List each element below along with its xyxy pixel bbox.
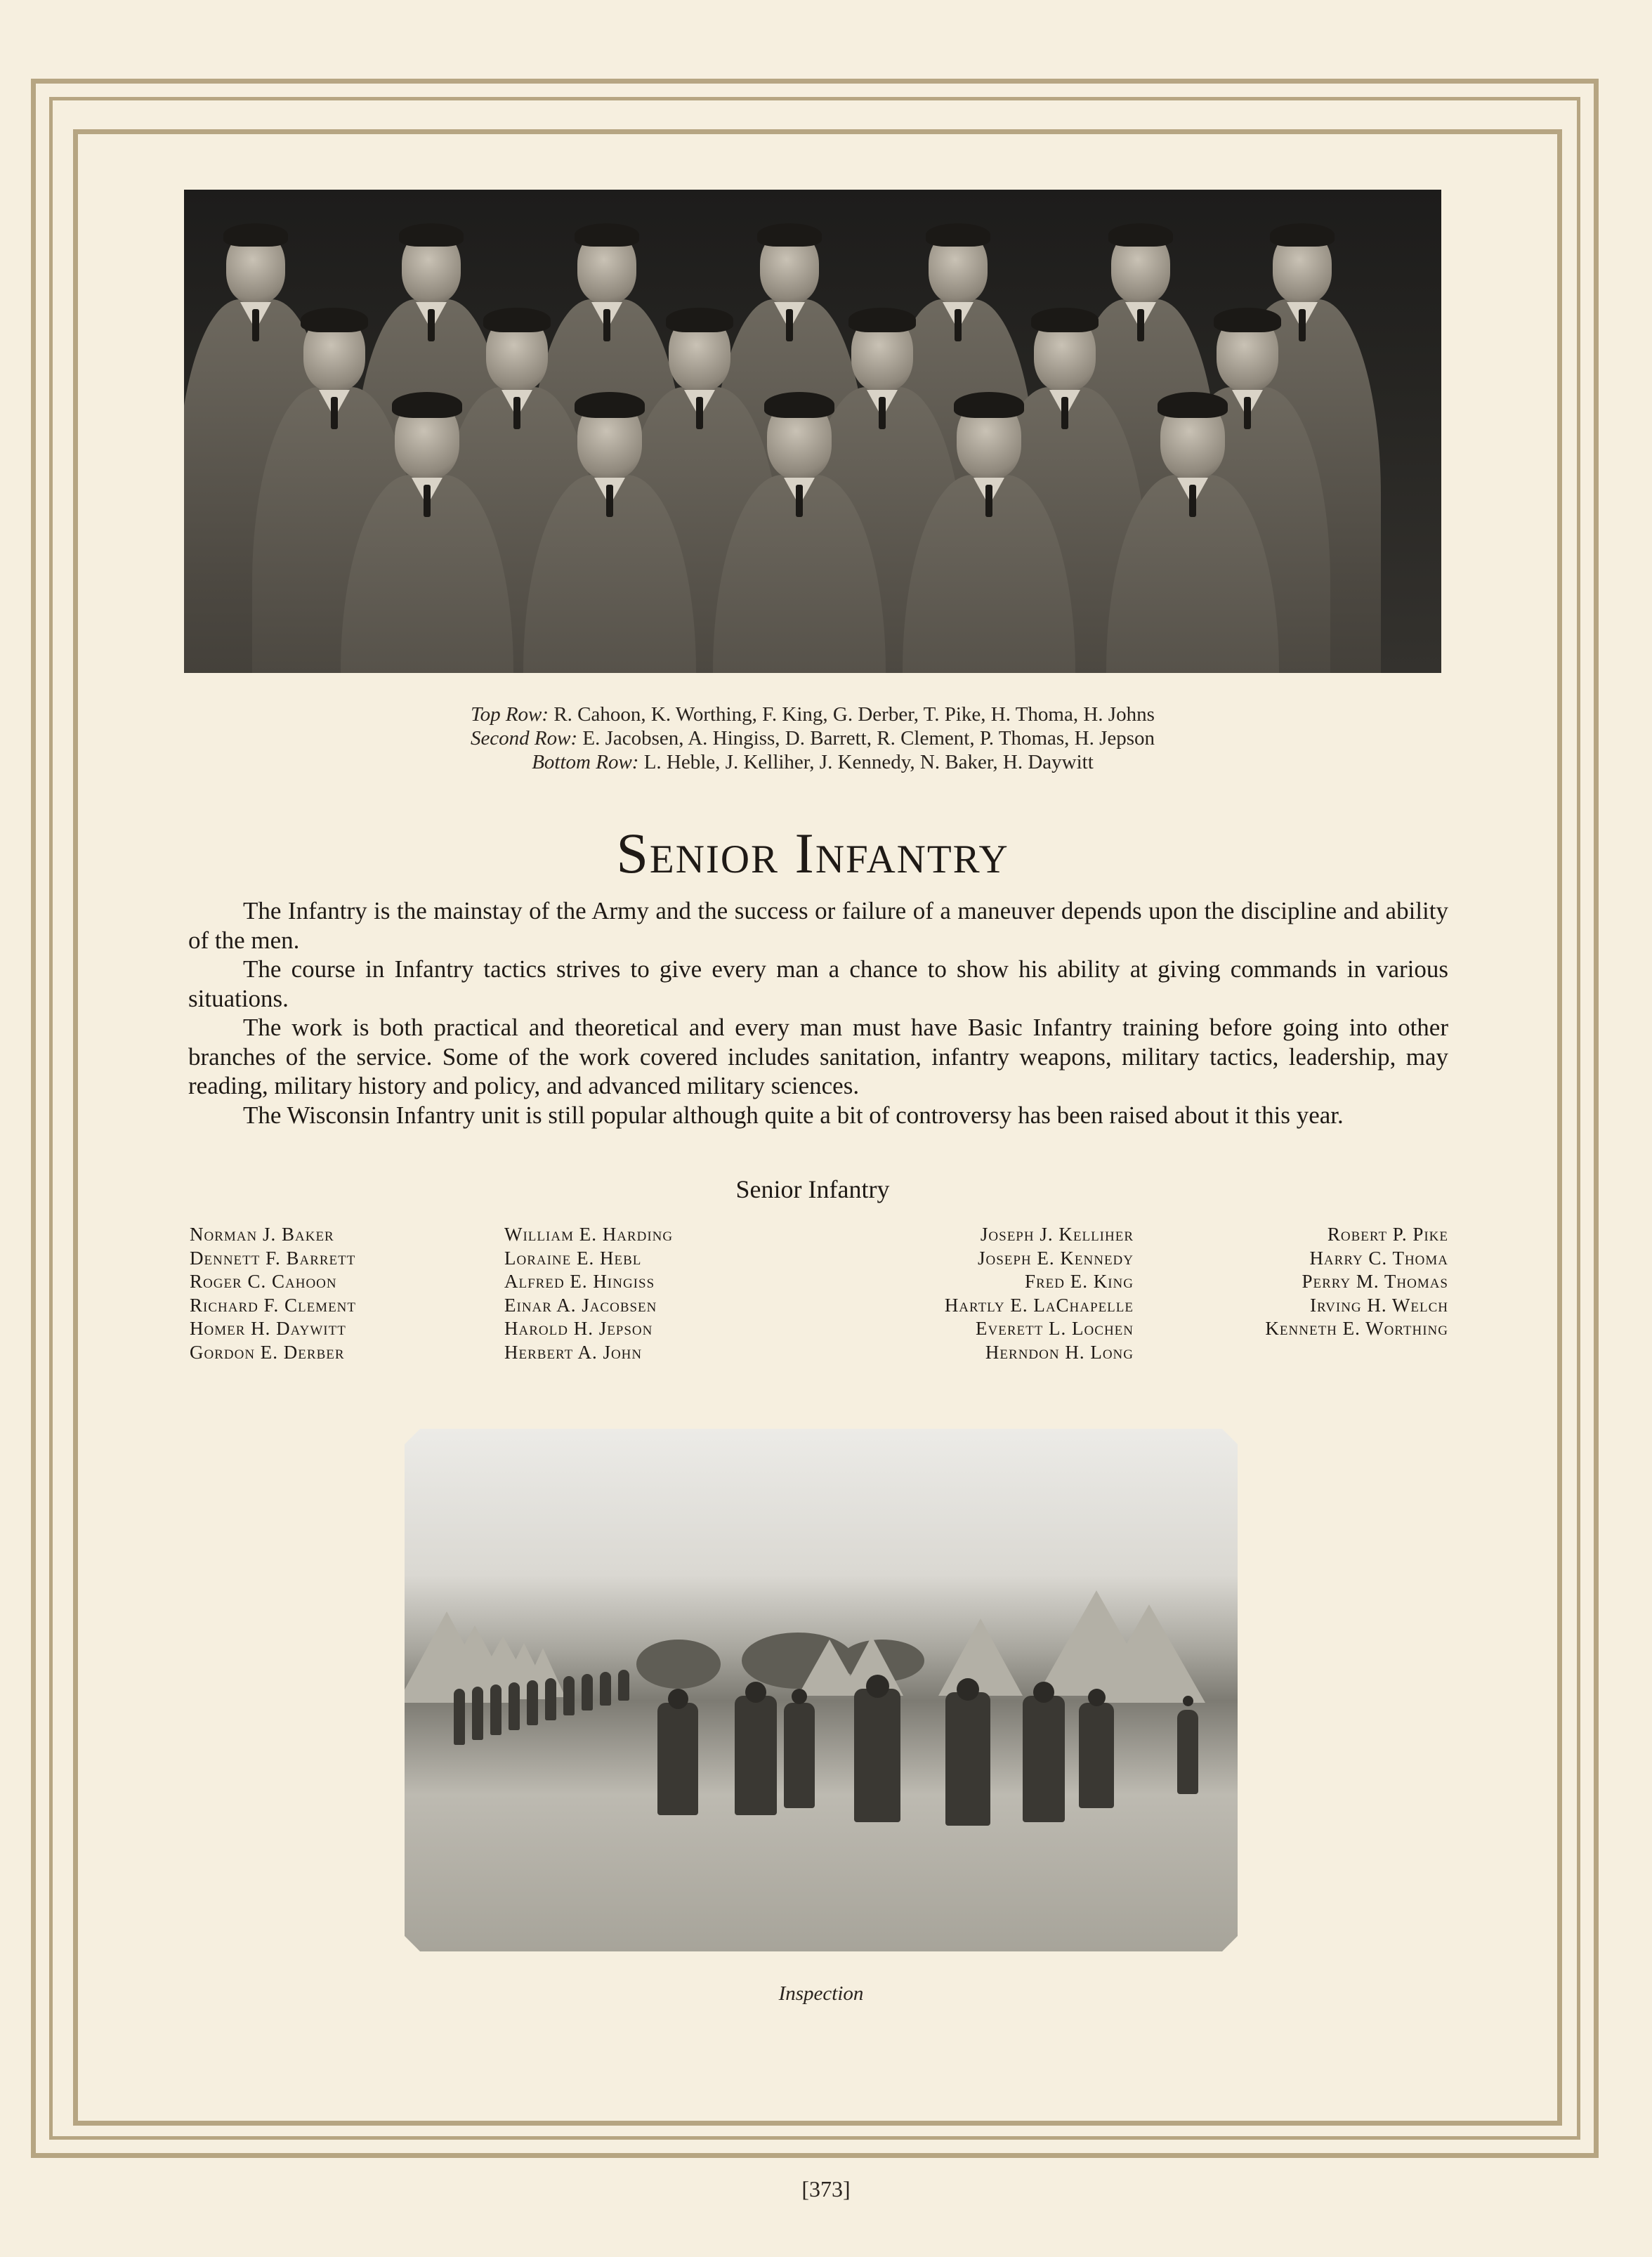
tie bbox=[879, 397, 886, 429]
tie bbox=[696, 397, 703, 429]
roster-name: Perry M. Thomas bbox=[1302, 1271, 1448, 1292]
roster-name: Joseph E. Kennedy bbox=[977, 1247, 1134, 1269]
tie bbox=[606, 485, 613, 517]
tie bbox=[796, 485, 803, 517]
body-text bbox=[188, 896, 1448, 1130]
roster-name: Irving H. Welch bbox=[1310, 1294, 1448, 1316]
tent bbox=[1093, 1604, 1205, 1703]
roster-name: Norman J. Baker bbox=[190, 1224, 334, 1245]
officer-cap bbox=[957, 1678, 979, 1701]
hair bbox=[954, 392, 1024, 418]
soldier-in-line bbox=[563, 1676, 575, 1715]
marching-officer bbox=[945, 1692, 990, 1826]
marching-officer bbox=[735, 1696, 777, 1815]
hair bbox=[301, 308, 368, 332]
tie bbox=[1244, 397, 1251, 429]
caption-bottom-row-names: L. Heble, J. Kelliher, J. Kennedy, N. Baker, H. Daywitt bbox=[643, 751, 1094, 773]
officer-cap bbox=[745, 1682, 766, 1703]
roster-name: Everett L. Lochen bbox=[976, 1318, 1134, 1339]
caption-top-row-label: Top Row: bbox=[471, 703, 549, 726]
roster-name: Joseph J. Kelliher bbox=[980, 1224, 1134, 1245]
soldier-in-line bbox=[472, 1687, 483, 1740]
roster-name: Dennett F. Barrett bbox=[190, 1247, 356, 1269]
soldier-in-line bbox=[618, 1670, 629, 1701]
hair bbox=[666, 308, 733, 332]
officer-cap bbox=[1183, 1696, 1193, 1706]
hair bbox=[1108, 223, 1173, 247]
tie bbox=[603, 309, 610, 341]
tie bbox=[424, 485, 431, 517]
caption-second-row-label: Second Row: bbox=[470, 727, 578, 750]
tie bbox=[786, 309, 793, 341]
caption-top-row bbox=[184, 702, 1441, 726]
paragraph: The Wisconsin Infantry unit is still popular although quite a bit of controversy has been raised about it this year. bbox=[243, 1101, 1344, 1129]
marching-officer bbox=[657, 1703, 698, 1815]
group-photo bbox=[184, 190, 1441, 673]
marching-officer bbox=[1177, 1710, 1198, 1794]
roster-column-3 bbox=[945, 1223, 1134, 1364]
hair bbox=[848, 308, 916, 332]
tree bbox=[636, 1640, 721, 1689]
roster-name: Alfred E. Hingiss bbox=[504, 1271, 655, 1292]
soldier-in-line bbox=[582, 1674, 593, 1710]
tie bbox=[1061, 397, 1068, 429]
roster-name: Kenneth E. Worthing bbox=[1265, 1318, 1448, 1339]
roster-name: Harold H. Jepson bbox=[504, 1318, 653, 1339]
tie bbox=[331, 397, 338, 429]
officer-cap bbox=[866, 1675, 889, 1698]
hair bbox=[575, 223, 639, 247]
paragraph: The course in Infantry tactics strives to give every man a chance to show his ability at giving commands in various situations. bbox=[188, 955, 1448, 1012]
hair bbox=[1270, 223, 1335, 247]
hair bbox=[223, 223, 288, 247]
page-title: Senior Infantry bbox=[616, 821, 1009, 885]
tie bbox=[1299, 309, 1306, 341]
caption-bottom-row-label: Bottom Row: bbox=[532, 751, 639, 773]
soldier-in-line bbox=[545, 1678, 556, 1720]
inspection-photo-caption: Inspection bbox=[778, 1982, 864, 2005]
caption-second-row bbox=[184, 726, 1441, 750]
roster-name: Herndon H. Long bbox=[985, 1341, 1134, 1363]
tie bbox=[955, 309, 962, 341]
roster-name: William E. Harding bbox=[504, 1224, 674, 1245]
hair bbox=[764, 392, 834, 418]
soldier-in-line bbox=[527, 1680, 538, 1725]
roster-name: Harry C. Thoma bbox=[1309, 1247, 1448, 1269]
roster-heading: Senior Infantry bbox=[735, 1175, 890, 1203]
marching-officer bbox=[1023, 1696, 1065, 1822]
soldier-in-line bbox=[509, 1682, 520, 1730]
tie bbox=[1189, 485, 1196, 517]
roster-column-2 bbox=[504, 1223, 673, 1364]
hair bbox=[483, 308, 551, 332]
officer-cap bbox=[668, 1689, 688, 1709]
marching-officer bbox=[854, 1689, 900, 1822]
roster-name: Richard F. Clement bbox=[190, 1294, 356, 1316]
roster-column-4 bbox=[1265, 1223, 1448, 1341]
soldier-in-line bbox=[454, 1689, 465, 1745]
paragraph: The Infantry is the mainstay of the Army and the success or failure of a maneuver depends upon the discipline and ability of the men. bbox=[188, 897, 1448, 954]
hair bbox=[575, 392, 645, 418]
roster-name: Homer H. Daywitt bbox=[190, 1318, 346, 1339]
tie bbox=[513, 397, 520, 429]
roster-name: Gordon E. Derber bbox=[190, 1341, 345, 1363]
officer-cap bbox=[1033, 1682, 1054, 1703]
tie bbox=[985, 485, 992, 517]
caption-top-row-names: R. Cahoon, K. Worthing, F. King, G. Derber, T. Pike, H. Thoma, H. Johns bbox=[553, 703, 1155, 726]
caption-second-row-names: E. Jacobsen, A. Hingiss, D. Barrett, R. Clement, P. Thomas, H. Jepson bbox=[582, 727, 1155, 750]
roster-name: Herbert A. John bbox=[504, 1341, 643, 1363]
roster-name: Fred E. King bbox=[1024, 1271, 1134, 1292]
page-number: [373] bbox=[801, 2176, 851, 2202]
soldier-in-line bbox=[600, 1672, 611, 1706]
roster-name: Roger C. Cahoon bbox=[190, 1271, 337, 1292]
officer-cap bbox=[792, 1689, 807, 1704]
marching-officer bbox=[1079, 1703, 1114, 1808]
hair bbox=[926, 223, 990, 247]
soldier-in-line bbox=[490, 1684, 501, 1735]
hair bbox=[392, 392, 462, 418]
roster-name: Hartly E. LaChapelle bbox=[944, 1294, 1134, 1316]
paragraph: The work is both practical and theoretical and every man must have Basic Infantry training before going into other branches of the service. Some of the work covered includes sanitation, infantry weapons, military tactics, leadership, may reading, military history and policy, and advanced military sciences. bbox=[188, 1014, 1448, 1099]
roster-name: Robert P. Pike bbox=[1327, 1224, 1448, 1245]
hair bbox=[1031, 308, 1099, 332]
hair bbox=[399, 223, 464, 247]
hair bbox=[757, 223, 822, 247]
tie bbox=[1137, 309, 1144, 341]
hair bbox=[1158, 392, 1228, 418]
caption-bottom-row bbox=[184, 750, 1441, 774]
tie bbox=[428, 309, 435, 341]
officer-cap bbox=[1088, 1689, 1106, 1706]
marching-officer bbox=[784, 1703, 815, 1808]
hair bbox=[1214, 308, 1281, 332]
roster-name: Einar A. Jacobsen bbox=[504, 1294, 657, 1316]
inspection-photo bbox=[405, 1429, 1238, 1951]
tent bbox=[938, 1618, 1023, 1696]
photo-caption-rows bbox=[184, 702, 1441, 774]
roster-name: Loraine E. Hebl bbox=[504, 1247, 642, 1269]
tie bbox=[252, 309, 259, 341]
roster-column-1 bbox=[190, 1223, 356, 1364]
